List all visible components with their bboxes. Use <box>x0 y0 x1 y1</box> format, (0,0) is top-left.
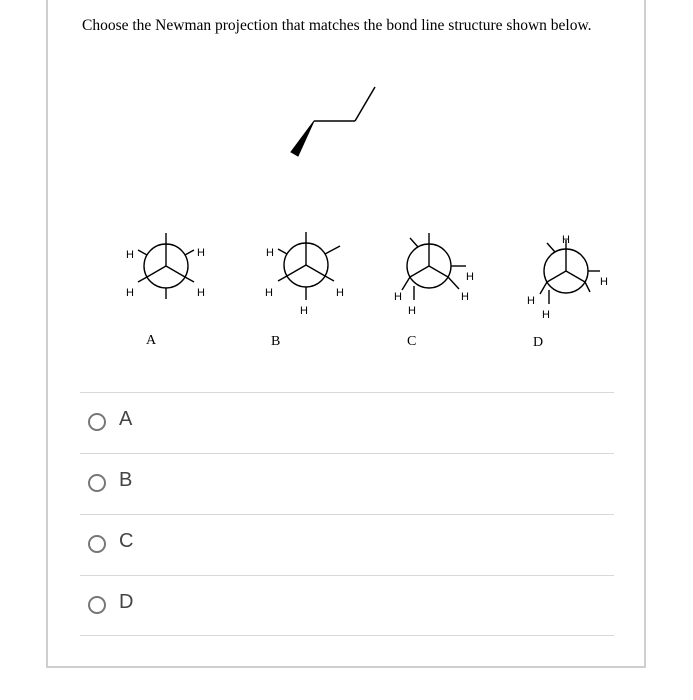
label-a-h4: H <box>197 287 205 299</box>
option-d[interactable] <box>80 575 614 636</box>
radio-button-d[interactable] <box>88 596 106 614</box>
caption-a: A <box>146 333 157 348</box>
label-d-h3: H <box>527 295 535 307</box>
label-b-h1: H <box>266 247 274 259</box>
caption-b: B <box>271 334 281 349</box>
label-c-h4: H <box>408 305 416 317</box>
question-text: Choose the Newman projection that matches the bond line structure shown below. <box>82 17 592 34</box>
caption-c: C <box>407 334 417 349</box>
label-d-h2: H <box>600 276 608 288</box>
label-d-h1: H <box>562 234 570 246</box>
newman-projection-c <box>402 233 466 300</box>
label-c-h1: H <box>394 291 402 303</box>
newman-projection-d <box>540 240 600 304</box>
option-a-label: A <box>119 408 133 430</box>
label-b-h3: H <box>336 287 344 299</box>
option-b-label: B <box>119 469 133 491</box>
option-c-label: C <box>119 530 134 552</box>
option-d-label: D <box>119 591 134 613</box>
label-c-h2: H <box>466 271 474 283</box>
option-c[interactable] <box>80 514 614 575</box>
caption-d: D <box>533 335 544 350</box>
option-a[interactable] <box>80 392 614 453</box>
radio-button-a[interactable] <box>88 413 106 431</box>
newman-projection-b <box>278 232 340 300</box>
label-a-h2: H <box>197 247 205 259</box>
option-b[interactable] <box>80 453 614 514</box>
radio-button-c[interactable] <box>88 535 106 553</box>
label-b-h2: H <box>265 287 273 299</box>
label-c-h3: H <box>461 291 469 303</box>
label-d-h4: H <box>542 309 550 321</box>
bond-line-structure <box>291 87 375 156</box>
label-a-h3: H <box>126 287 134 299</box>
radio-button-b[interactable] <box>88 474 106 492</box>
label-b-h4: H <box>300 305 308 317</box>
newman-projection-a <box>138 233 194 299</box>
label-a-h1: H <box>126 249 134 261</box>
